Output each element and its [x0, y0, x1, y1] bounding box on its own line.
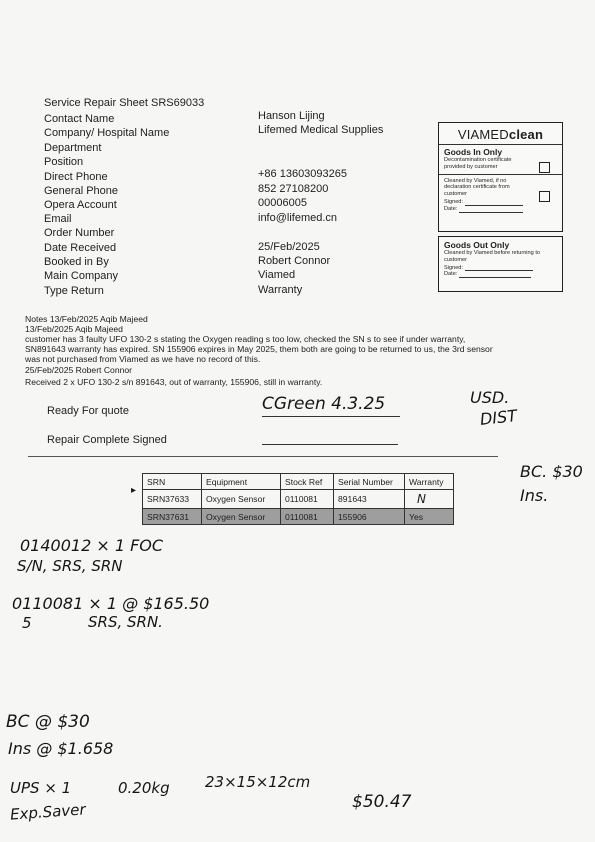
table-row [143, 490, 454, 509]
viamed-clean-box [438, 122, 563, 232]
section-divider [28, 456, 498, 457]
value-booked-in-by: Robert Connor [258, 255, 331, 267]
handwritten-dimensions: 23×15×12cm [205, 773, 311, 791]
label-company: Company/ Hospital Name [44, 127, 170, 139]
label-date-received: Date Received [44, 242, 117, 254]
handwritten-cost: $50.47 [352, 792, 412, 812]
goods-out-date-line: Date: [439, 271, 562, 278]
notes-line-7: Received 2 x UFO 130-2 s/n 891643, out of warranty, 155906, still in warranty. [25, 377, 323, 387]
handwritten-line-2: S/N, SRS, SRN [17, 557, 123, 575]
notes-line-6: 25/Feb/2025 Robert Connor [25, 365, 133, 375]
handwritten-ups: UPS × 1 [10, 779, 72, 797]
ready-for-quote-label: Ready For quote [47, 405, 129, 417]
cleaned-by-viamed-checkbox[interactable] [539, 191, 550, 202]
cell-stock-ref: 0110081 [281, 490, 334, 509]
goods-out-signed-line: Signed: [439, 265, 562, 272]
equipment-table [142, 473, 454, 525]
value-main-company: Viamed [258, 269, 296, 281]
handwritten-exp-saver: Exp.Saver [9, 800, 87, 824]
label-email: Email [44, 213, 72, 225]
goods-in-heading: Goods In Only [444, 147, 503, 157]
decon-certificate-checkbox[interactable] [539, 162, 550, 173]
notes-line-4: SN891643 warranty has expired. SN 155906 expires in May 2025, them both are going to be returned to us, the 3rd sensor [25, 344, 493, 354]
label-general-phone: General Phone [44, 185, 118, 197]
cleaned-by-viamed-text: Cleaned by Viamed, if no declaration certificate from customer [444, 177, 510, 198]
cell-srn: SRN37633 [143, 490, 202, 509]
handwritten-ins: Ins @ $1.658 [8, 739, 114, 758]
goods-in-date-line: Date: [439, 206, 562, 213]
cell-stock-ref: 0110081 [281, 509, 334, 525]
handwritten-signature: CGreen 4.3.25 [262, 394, 386, 414]
goods-out-box [438, 236, 563, 292]
handwritten-arrow-mark: ▸ [131, 485, 137, 496]
value-date-received: 25/Feb/2025 [258, 241, 320, 253]
handwritten-dist: DIST [479, 406, 518, 429]
notes-line-2: 13/Feb/2025 Aqib Majeed [25, 324, 123, 334]
label-booked-in-by: Booked in By [44, 256, 109, 268]
col-header-srn: SRN [143, 474, 202, 490]
handwritten-line-1: 0140012 × 1 FOC [20, 536, 164, 555]
repair-complete-label: Repair Complete Signed [47, 434, 167, 446]
decon-certificate-text: Decontamination certificate provided by customer [444, 157, 512, 170]
handwritten-usd: USD. [470, 388, 510, 407]
value-type-return: Warranty [258, 284, 303, 296]
notes-line-1: Notes 13/Feb/2025 Aqib Majeed [25, 314, 148, 324]
value-general-phone: 852 27108200 [258, 183, 329, 195]
notes-line-3: customer has 3 faulty UFO 130-2 s stating the Oxygen reading s too low, checked the SN s to see if under warranty, [25, 334, 466, 344]
cell-equipment: Oxygen Sensor [202, 490, 281, 509]
label-direct-phone: Direct Phone [44, 171, 108, 183]
label-type-return: Type Return [44, 285, 104, 297]
notes-line-5: was not purchased from Viamed as we have no record of this. [25, 354, 261, 364]
col-header-serial-number: Serial Number [334, 474, 405, 490]
cell-equipment: Oxygen Sensor [202, 509, 281, 525]
value-opera-account: 00006005 [258, 197, 307, 209]
col-header-warranty: Warranty [405, 474, 454, 490]
cell-serial-number: 155906 [334, 509, 405, 525]
cell-srn: SRN37631 [143, 509, 202, 525]
viamed-clean-logo: VIAMEDclean [439, 123, 562, 145]
handwritten-ins-top: Ins. [520, 486, 549, 505]
value-contact-name: Hanson Lijing [258, 110, 325, 122]
ready-signature-line [262, 416, 400, 417]
cell-warranty: N [405, 490, 454, 509]
col-header-equipment: Equipment [202, 474, 281, 490]
label-position: Position [44, 156, 84, 168]
handwritten-weight: 0.20kg [118, 779, 170, 797]
handwritten-line-3: 0110081 × 1 @ $165.50 [12, 594, 210, 613]
goods-out-text: Cleaned by Viamed before returning to customer [444, 250, 540, 263]
handwritten-bc-top: BC. $30 [520, 462, 583, 481]
label-main-company: Main Company [44, 270, 118, 282]
table-header-row [143, 474, 454, 490]
label-department: Department [44, 142, 102, 154]
label-opera-account: Opera Account [44, 199, 117, 211]
table-row [143, 509, 454, 525]
sheet-title: Service Repair Sheet SRS69033 [44, 97, 205, 109]
value-direct-phone: +86 13603093265 [258, 168, 348, 180]
handwritten-five: 5 [22, 614, 32, 632]
handwritten-line-4: SRS, SRN. [88, 613, 163, 631]
value-company: Lifemed Medical Supplies [258, 124, 384, 136]
repair-signature-line [262, 444, 398, 445]
label-order-number: Order Number [44, 227, 115, 239]
cell-warranty: Yes [405, 509, 454, 525]
cell-serial-number: 891643 [334, 490, 405, 509]
value-email: info@lifemed.cn [258, 212, 338, 224]
label-contact-name: Contact Name [44, 113, 115, 125]
handwritten-bc: BC @ $30 [6, 712, 90, 732]
goods-out-heading: Goods Out Only [444, 240, 510, 250]
col-header-stock-ref: Stock Ref [281, 474, 334, 490]
goods-in-signed-line: Signed: [439, 199, 562, 206]
